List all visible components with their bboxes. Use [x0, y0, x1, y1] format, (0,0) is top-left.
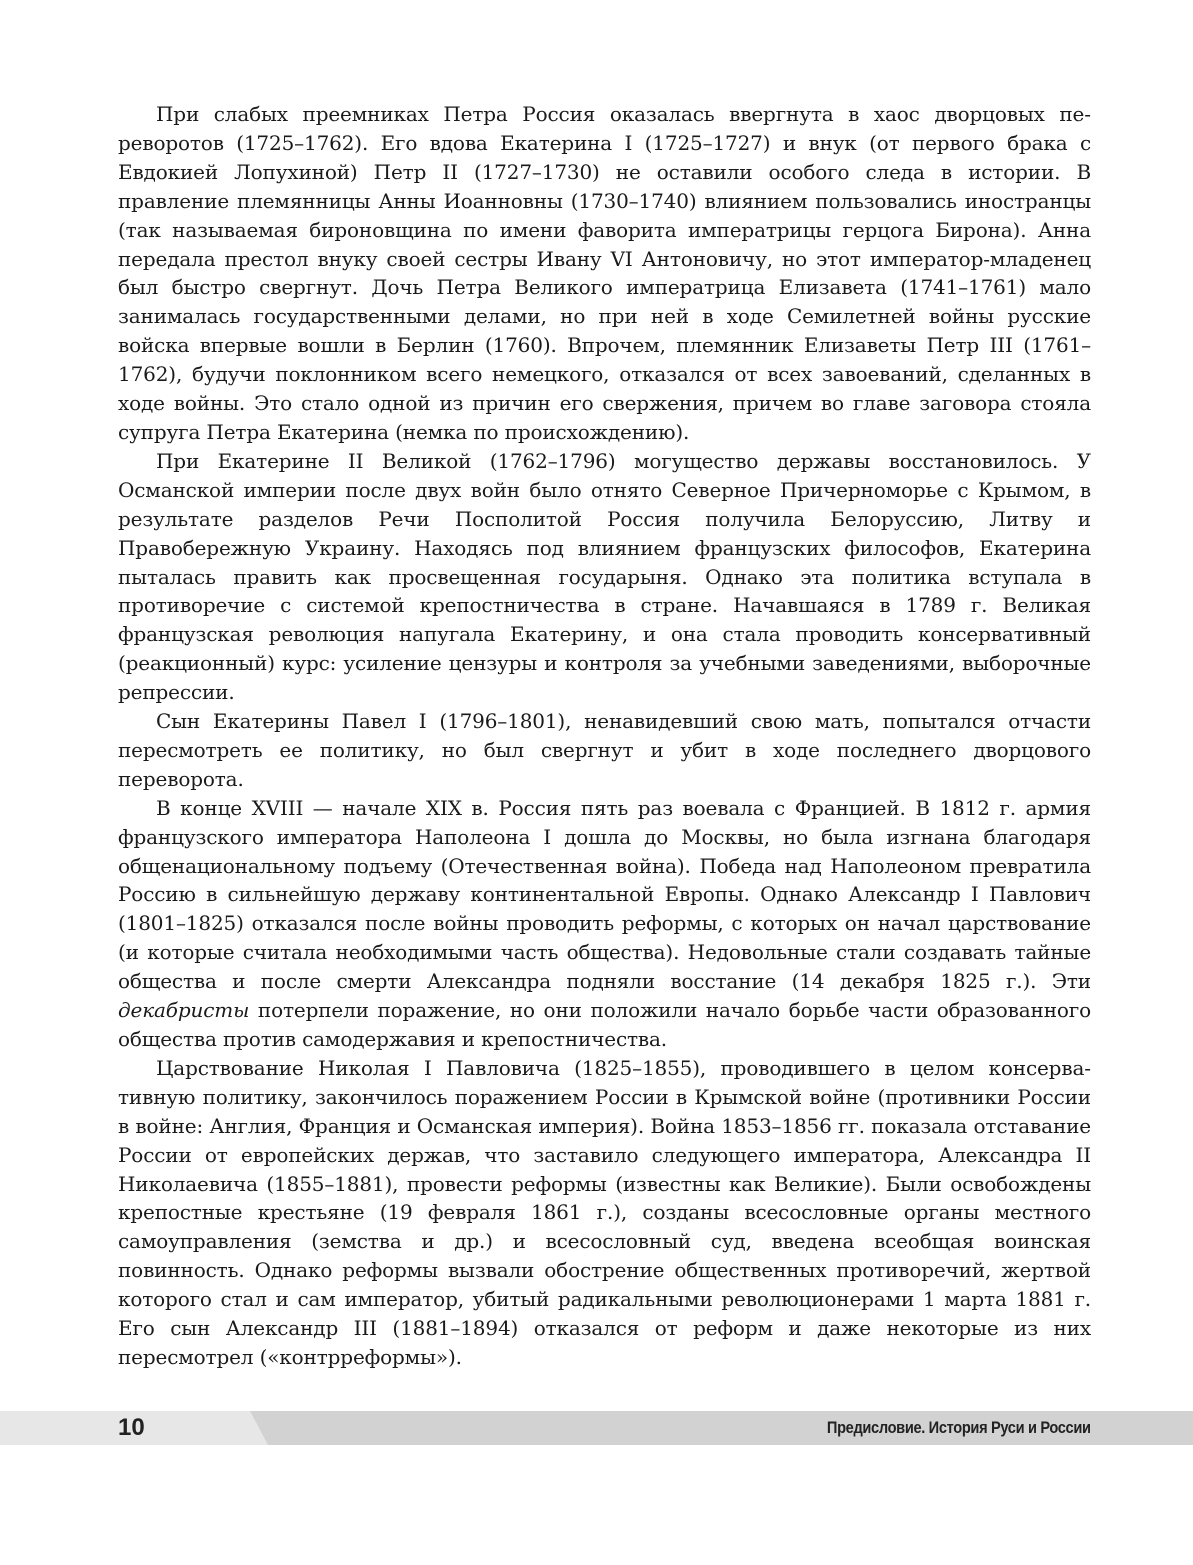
- paragraph-nicholas-i: Царствование Николая I Павловича (1825–1855), проводившего в целом консервативную политику, закончилось поражением России в Крымской войне (противники России в войне: Англия, Франция и Османская империя). Война 1853–1856 гг. показала отставание России от европейских держав, что заставило следующего императора, Александра II Николаевича (1855–1881), провести реформы (известны как Великие). Были освобождены крепостные крестьяне (19 февраля 1861 г.), созданы всесословные органы местного самоуправления (земства и др.) и всесословный суд, введена всеобщая воинская повинность. Однако реформы вызвали обострение общественных противоречий, жертвой которого стал и сам император, убитый радикальными революционерами 1 марта 1881 г. Его сын Александр III (1881–1894) отказался от реформ и даже некоторые из них пересмотрел («контрреформы»).: [118, 1055, 1091, 1369]
- paragraph-palace-coups: При слабых преемниках Петра Россия оказалась ввергнута в хаос дворцовых переворотов (1725–1762). Его вдова Екатерина I (1725–1727) и внук (от первого брака с Евдокией Лопухиной) Петр II (1727–1730) не оставили особого следа в истории. В правление племянницы Анны Иоанновны (1730–1740) влиянием пользовались иностранцы (так называемая бироновщина по имени фаворита императрицы герцога Бирона). Анна передала престол внуку своей сестры Ивану VI Антоновичу, но этот император-младенец был быстро свергнут. Дочь Петра Великого императрица Елизавета (1741–1761) мало занималась государственными делами, но при ней в ходе Семилетней войны русские войска впервые вошли в Берлин (1760). Впрочем, племянник Елизаветы Петр III (1761–1762), будучи поклонником всего немецкого, отказался от всех завоеваний, сделанных в ходе войны. Это стало одной из причин его свержения, причем во главе заговора стояла супруга Петра Екатерина (немка по происхождению).: [118, 102, 1091, 444]
- paragraph-alexander-i: [118, 794, 1091, 1054]
- paragraph-text-after: потерпели поражение, но они положили начало борьбе части образованного общества против самодержавия и крепостничества.: [118, 998, 1091, 1051]
- page-number: 10: [118, 1414, 145, 1441]
- main-text: [118, 100, 1091, 1372]
- emphasized-term: декабристы: [118, 998, 250, 1023]
- paragraph-text-before: В конце XVIII — начале XIX в. Россия пять раз воевала с Францией. В 1812 г. армия французского императора Наполеона I дошла до Москвы, но была изгнана благодаря общенациональному подъему (Отечественная война). Победа над Наполеоном превратила Россию в сильнейшую державу континентальной Европы. Однако Александр I Павлович (1801–1825) отказался после войны проводить реформы, с которых он начал царствование (и которые считала необходимыми часть общества). Недовольные стали создавать тайные общества и после смерти Александра подняли восстание (14 декабря 1825 г.). Эти: [118, 795, 1091, 994]
- running-section-title: Предисловие. История Руси и России: [827, 1418, 1091, 1437]
- paragraph-paul-i: Сын Екатерины Павел I (1796–1801), ненавидевший свою мать, попытался отчасти пересмотреть ее политику, но был свергнут и убит в ходе последнего дворцового переворота.: [118, 709, 1091, 791]
- paragraph-catherine-ii: При Екатерине II Великой (1762–1796) могущество державы восстановилось. У Османской империи после двух войн было отнято Северное Причерноморье с Крымом, в результате разделов Речи Посполитой Россия получила Белоруссию, Литву и Правобережную Украину. Находясь под влиянием французских философов, Екатерина пыталась править как просвещенная государыня. Однако эта политика вступала в противоречие с системой крепостничества в стране. Начавшаяся в 1789 г. Великая французская революция напугала Екатерину, и она стала проводить консервативный (реакционный) курс: усиление цензуры и контроля за учебными заведениями, выборочные репрессии.: [118, 448, 1091, 705]
- page-footer: [0, 1411, 1193, 1445]
